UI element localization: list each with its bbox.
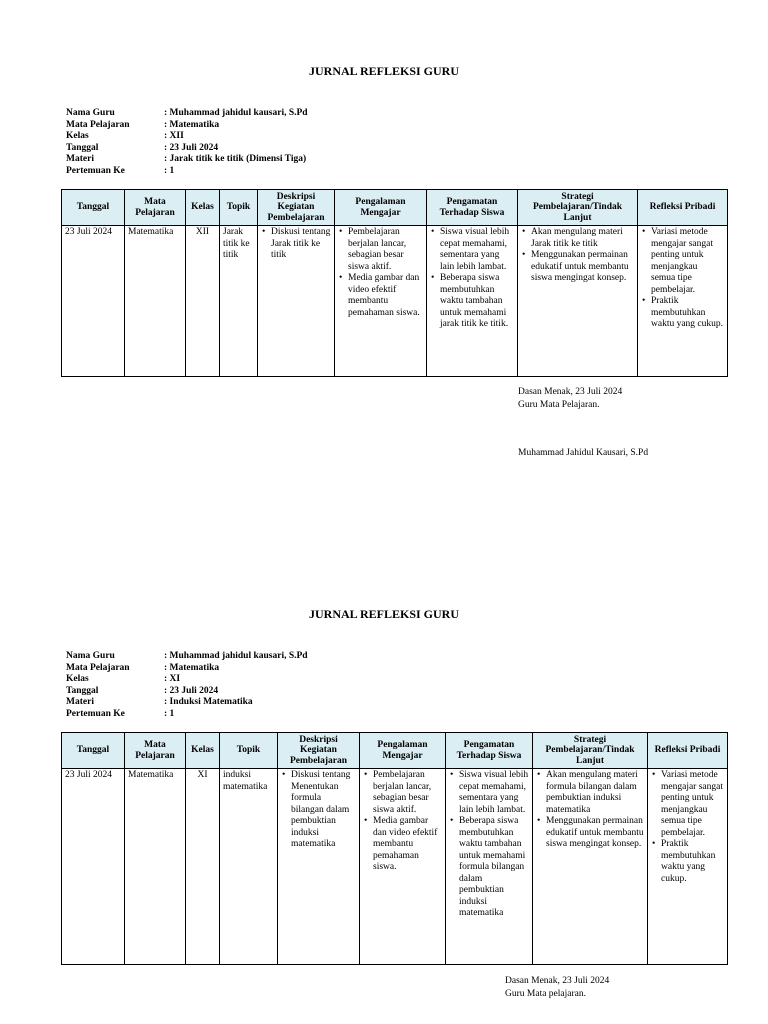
list-item: • Siswa visual lebih cepat memahami, sementara yang lain lebih lambat. [449,770,529,816]
signature-place-date: Dasan Menak, 23 Juli 2024 [505,976,610,986]
info-value: : XII [164,131,184,141]
header-pengalaman: Pengalaman Mengajar [335,190,427,226]
signature-role: Guru Mata Pelajaran. [518,400,600,410]
list-item: • Siswa visual lebih cepat memahami, sementara yang lain lebih lambat. [430,227,514,273]
info-value: : 1 [164,708,175,719]
info-label: Pertemuan Ke [66,165,125,176]
info-value: : Matematika [164,662,220,673]
info-label: Nama Guru [66,651,115,661]
cell-pengamatan [427,226,518,377]
cell-pengamatan [446,769,533,965]
header-tanggal: Tanggal [62,733,125,769]
info-value: : Matematika [164,119,220,130]
cell-pengalaman [335,226,427,377]
cell-pengalaman [360,769,446,965]
list-item: • Variasi metode mengajar sangat penting untuk menjangkau semua tipe pembelajar. [651,770,724,839]
journal-2-title: JURNAL REFLEKSI GURU [308,607,460,621]
header-strategi: Strategi Pembelajaran/Tindak Lanjut [533,733,648,769]
header-pengalaman: Pengalaman Mengajar [360,733,446,769]
info-value: : 23 Juli 2024 [164,142,219,153]
list-item: • Menggunakan permainan edukatif untuk membantu siswa mengingat konsep. [536,816,644,851]
info-value: : 1 [164,165,175,176]
info-label: Tanggal [66,142,99,153]
header-mata-pelajaran: Mata Pelajaran [125,190,186,226]
header-refleksi: Refleksi Pribadi [638,190,728,226]
header-pengamatan: Pengamatan Terhadap Siswa [446,733,533,769]
list-item: • Akan mengulang materi formula bilangan dalam pembuktian induksi matematika [536,770,644,816]
list-item: • Pembelajaran berjalan lancar, sebagian besar siswa aktif. [363,770,442,816]
journal-1-info [66,108,308,177]
cell-topik: Jarak titik ke titik [220,226,258,377]
cell-strategi [533,769,648,965]
cell-strategi [518,226,638,377]
header-deskripsi: Deskripsi Kegiatan Pembelajaran [278,733,360,769]
info-label: Tanggal [66,685,99,696]
header-refleksi: Refleksi Pribadi [648,733,728,769]
journal-1-table [61,189,728,377]
cell-mata-pelajaran: Matematika [125,769,186,965]
cell-refleksi [648,769,728,965]
cell-mata-pelajaran: Matematika [125,226,186,377]
list-item: • Variasi metode mengajar sangat penting untuk menjangkau semua tipe pembelajar. [641,227,724,296]
header-kelas: Kelas [186,190,220,226]
info-label: Pertemuan Ke [66,708,125,719]
journal-2-info [66,651,308,720]
journal-1-title: JURNAL REFLEKSI GURU [308,64,460,78]
header-mata-pelajaran: Mata Pelajaran [125,733,186,769]
list-item: • Beberapa siswa membutuhkan waktu tambahan untuk memahami jarak titik ke titik. [430,273,514,331]
list-item: • Diskusi tentang Jarak titik ke titik [261,227,331,262]
list-item: • Praktik membutuhkan waktu yang cukup. [651,839,724,885]
info-label: Kelas [66,674,89,684]
list-item: • Media gambar dan video efektif membantu pemahaman siswa. [338,273,423,319]
list-item: • Diskusi tentang Menentukan formula bilangan dalam pembuktian induksi matematika [281,770,356,851]
header-strategi: Strategi Pembelajaran/Tindak Lanjut [518,190,638,226]
info-value: : XI [164,674,181,684]
info-label: Mata Pelajaran [66,119,130,130]
info-value: : Induksi Matematika [164,697,253,707]
header-tanggal: Tanggal [62,190,125,226]
info-label: Materi [66,154,94,164]
signature-name: Muhammad Jahidul Kausari, S.Pd [518,448,649,458]
info-label: Mata Pelajaran [66,662,130,673]
header-kelas: Kelas [186,733,220,769]
cell-deskripsi [258,226,335,377]
cell-tanggal: 23 Juli 2024 [62,769,125,965]
header-pengamatan: Pengamatan Terhadap Siswa [427,190,518,226]
header-topik: Topik [220,190,258,226]
list-item: • Menggunakan permainan edukatif untuk membantu siswa mengingat konsep. [521,250,634,285]
list-item: • Akan mengulang materi Jarak titik ke titik [521,227,634,250]
list-item: • Media gambar dan video efektif membantu pemahaman siswa. [363,816,442,874]
header-deskripsi: Deskripsi Kegiatan Pembelajaran [258,190,335,226]
cell-deskripsi [278,769,360,965]
journal-2-table [61,732,728,965]
cell-topik: induksi matematika [220,769,278,965]
info-value: : Jarak titik ke titik (Dimensi Tiga) [164,154,307,164]
info-label: Materi [66,697,94,707]
info-value: : Muhammad jahidul kausari, S.Pd [164,108,308,118]
list-item: • Beberapa siswa membutuhkan waktu tambahan untuk memahami formula bilangan dalam pembuktian induksi matematika [449,816,529,920]
cell-kelas: XI [186,769,220,965]
info-label: Kelas [66,131,89,141]
header-topik: Topik [220,733,278,769]
journal-2-signature [505,975,609,1001]
cell-kelas: XII [186,226,220,377]
info-label: Nama Guru [66,108,115,118]
signature-role: Guru Mata pelajaran. [505,989,586,999]
cell-refleksi [638,226,728,377]
list-item: • Praktik membutuhkan waktu yang cukup. [641,296,724,331]
list-item: • Pembelajaran berjalan lancar, sebagian besar siswa aktif. [338,227,423,273]
signature-place-date: Dasan Menak, 23 Juli 2024 [518,387,623,397]
cell-tanggal: 23 Juli 2024 [62,226,125,377]
journal-1-signature [518,386,648,460]
info-value: : Muhammad jahidul kausari, S.Pd [164,651,308,661]
info-value: : 23 Juli 2024 [164,685,219,696]
